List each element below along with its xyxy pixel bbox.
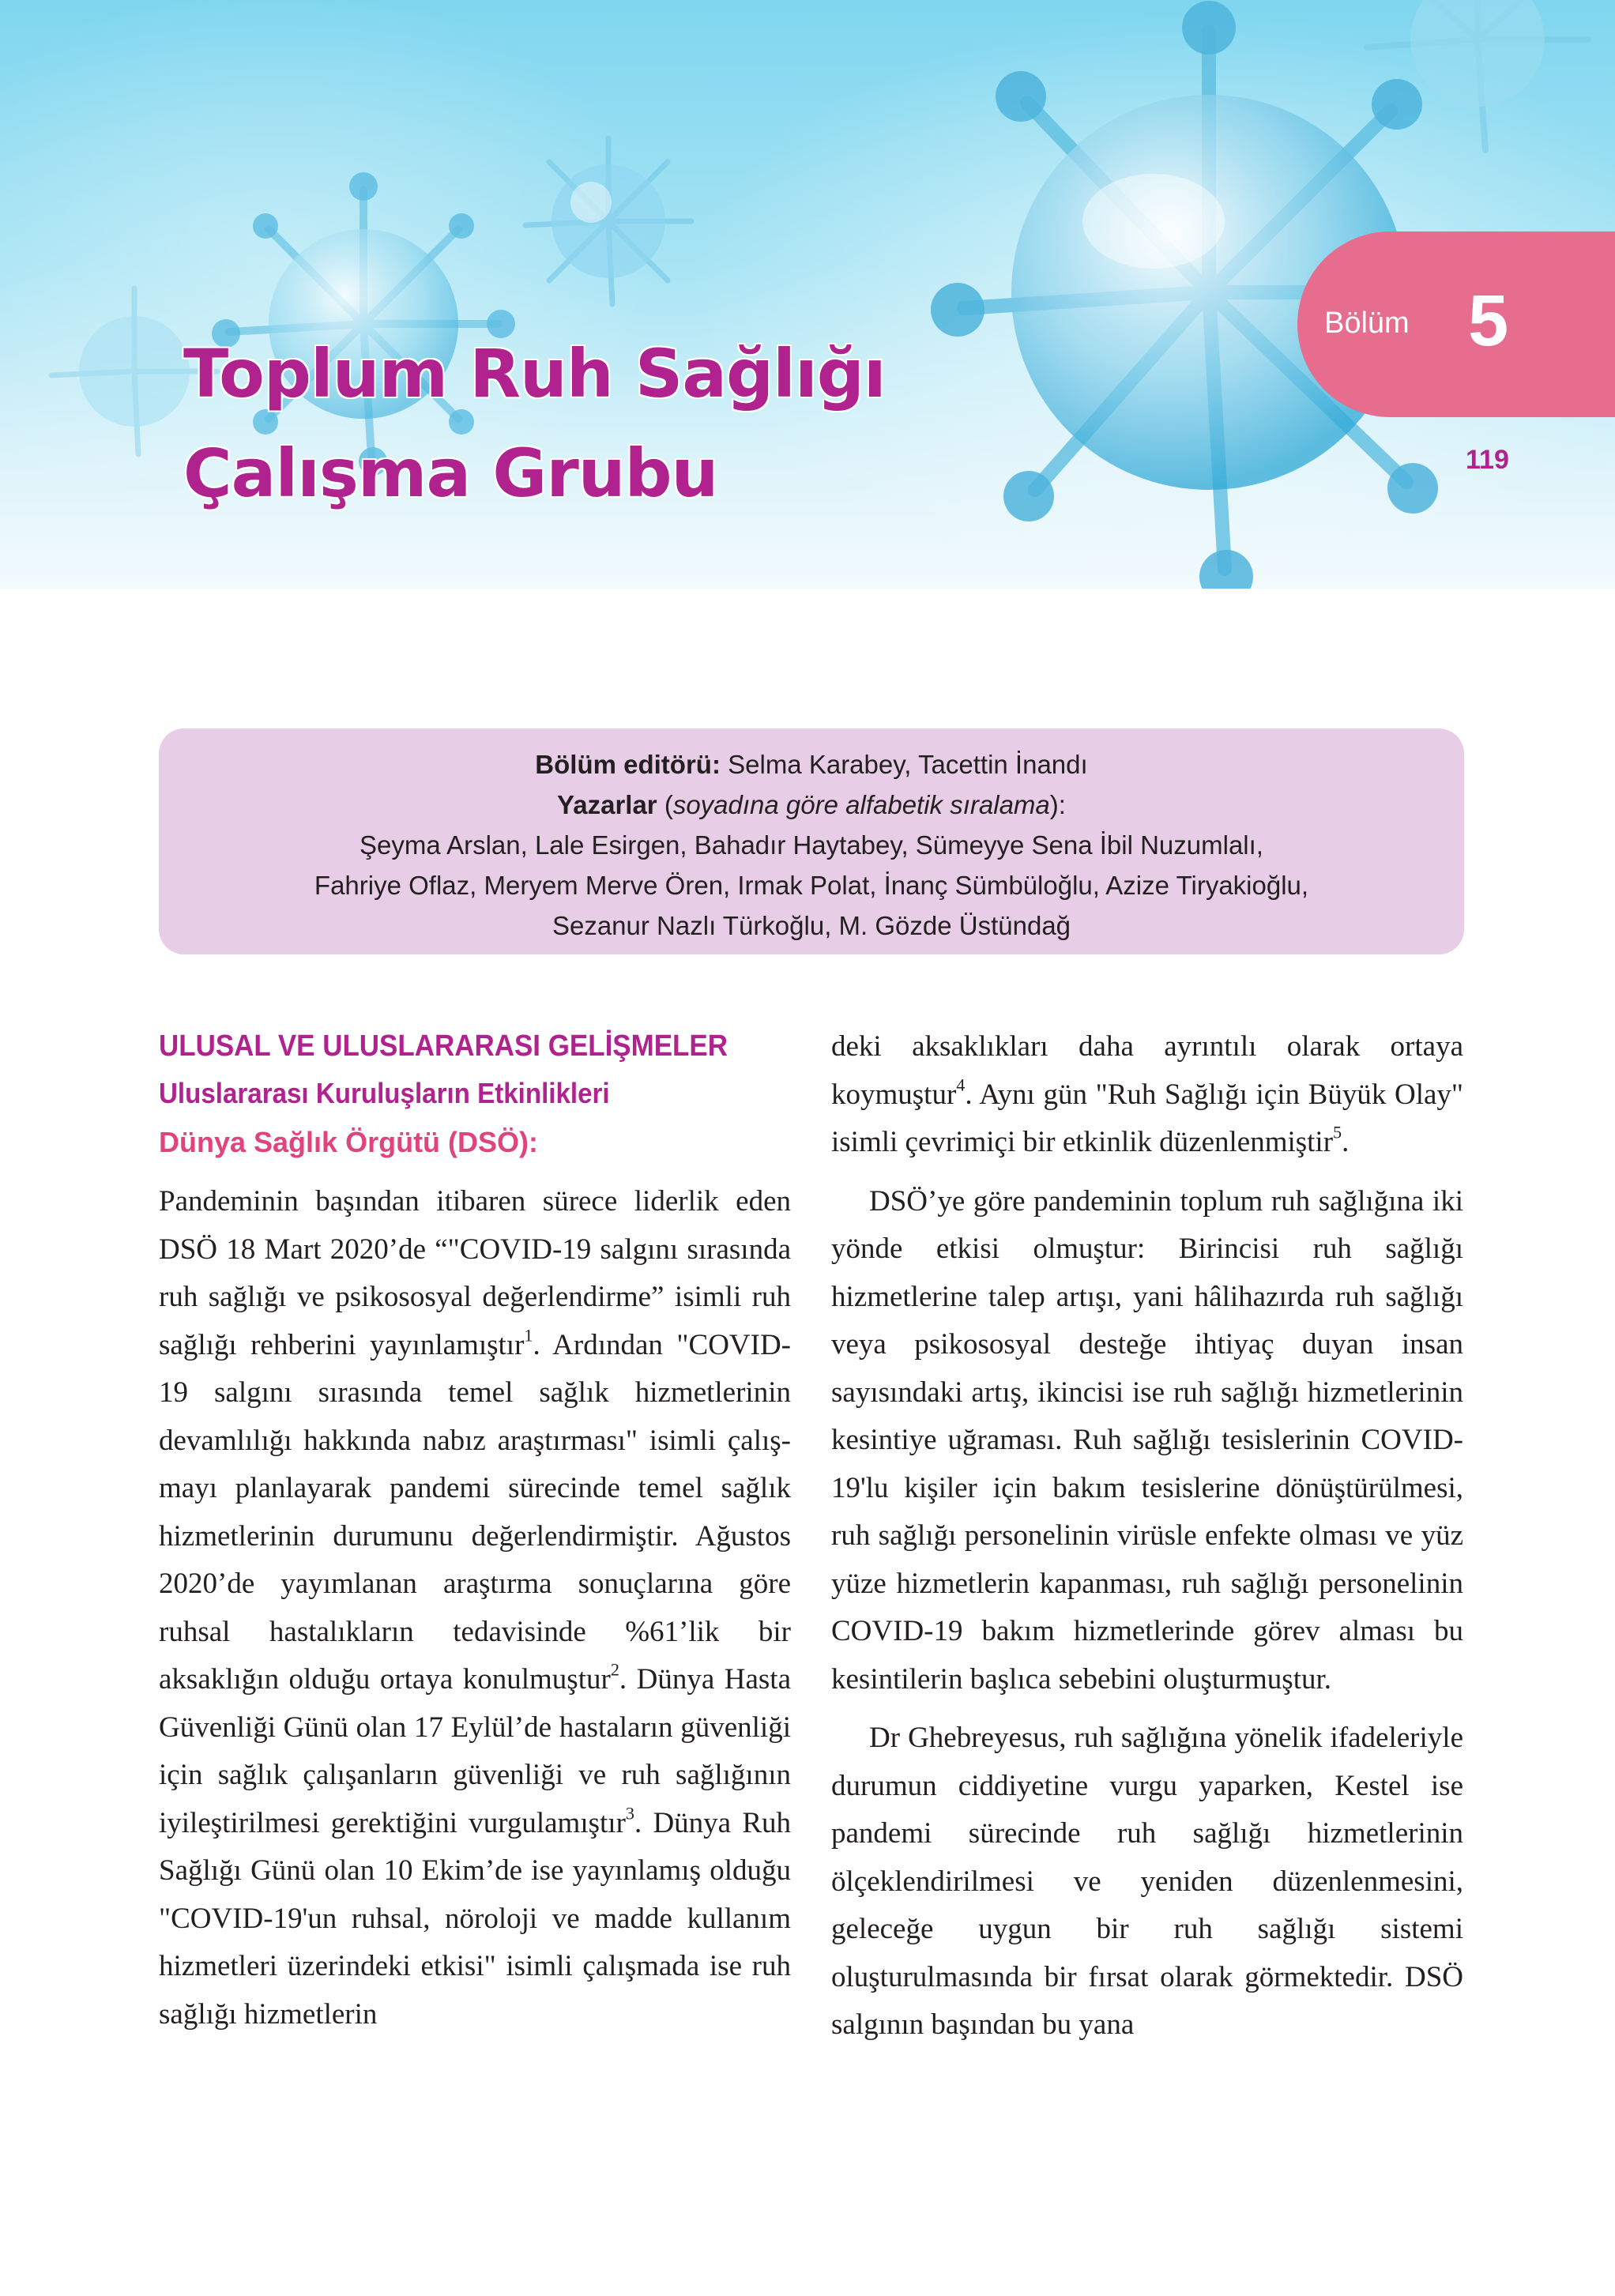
- virus-illustration-small: [506, 119, 711, 324]
- authors-note-open: (: [657, 790, 673, 819]
- editor-names: Selma Karabey, Tacettin İnandı: [720, 750, 1088, 779]
- body-paragraph-2: DSÖ’ye göre pandeminin toplum ruh sağlığına iki yönde etkisi olmuştur: Birincisi ruh sağlığı hizmetlerine talep artışı, yani hâlihazırda ruh sağlığı veya psikososyal desteğe ihtiyaç duyan insan sayısındaki artış, ikincisi ise ruh sağlığı hizmetlerinin kesintiye uğraması. Ruh sağlığı tesislerinin COVID-19'lu kişiler için bakım tesislerine dönüştürülmesi, ruh sağlığı personelinin virüsle enfekte olması ve yüz yüze hizmetlerin kapanması, ruh sağlığı personelinin COVID-19 bakım hizmetlerinde görev alması bu kesintilerin başlıca sebebini oluşturmuştur.: [831, 1184, 1463, 1696]
- footnote-ref: 1: [524, 1324, 533, 1345]
- body-paragraph-continued: [831, 1023, 1463, 1167]
- chapter-title-line2: Çalışma Grubu: [183, 435, 718, 512]
- page-number: 119: [1466, 445, 1509, 475]
- header-banner: [0, 0, 1615, 589]
- chapter-label: Bölüm: [1324, 307, 1410, 340]
- editor-label: Bölüm editörü:: [535, 750, 721, 779]
- footnote-ref: 4: [956, 1074, 966, 1094]
- sub-subsection-heading: Dünya Sağlık Örgütü (DSÖ):: [159, 1126, 539, 1158]
- authors-note-close: ):: [1049, 790, 1066, 819]
- authors-line-2: Fahriye Oflaz, Meryem Merve Ören, Irmak Polat, İnanç Sümbüloğlu, Azize Tiryakioğlu,: [314, 871, 1309, 900]
- virus-illustration-top-right: [1343, 0, 1612, 174]
- authors-note: soyadına göre alfabetik sıralama: [672, 790, 1050, 819]
- chapter-number: 5: [1468, 280, 1509, 361]
- text-run: . Dünya Ruh Sağlığı Günü olan 10 Ekim’de ise yayınlamış olduğu "COVID-19'un ruhsal, nöroloji ve madde kullanım hizmetleri üzerindeki etkisi" isimli çalışmada ise ruh sağlığı hizmetlerin: [159, 1806, 792, 2031]
- chapter-title-line1: Toplum Ruh Sağlığı: [183, 335, 886, 412]
- footnote-ref: 5: [1333, 1122, 1342, 1142]
- section-heading: ULUSAL VE ULUSLARARASI GELİŞMELER: [159, 1029, 728, 1063]
- text-run: . Dünya Hasta Güvenliği Günü olan 17 Eylül’de hastaların güvenliği için sağlık çalışanların güvenliği ve ruh sağlığının iyileştirilmesi gerektiğini vurgulamıştır: [159, 1663, 791, 1839]
- body-paragraph-1: [159, 1178, 791, 2038]
- right-column: [831, 1023, 1463, 2049]
- authors-heading-line: [159, 785, 1464, 825]
- editor-line: [159, 744, 1464, 785]
- editors-box: [159, 728, 1464, 954]
- text-run: . Ardından "COVID-19 salgını sırasında temel sağlık hizmetlerinin devamlılığı hakkında nabız araştırması" isimli çalışmayı planlayarak pandemi sürecinde temel sağlık hizmetlerinin durumunu değerlendirmiştir. Ağustos 2020’de yayımlanan araştırma sonuçlarına göre ruhsal hastalıkların tedavisinde %61’lik bir aksaklığın olduğu ortaya konulmuştur: [159, 1328, 791, 1696]
- authors-line-3: Sezanur Nazlı Türkoğlu, M. Gözde Üstündağ: [552, 911, 1071, 940]
- subsection-heading: Uluslararası Kuruluşların Etkinlikleri: [159, 1077, 610, 1109]
- authors-line-1: Şeyma Arslan, Lale Esirgen, Bahadır Haytabey, Sümeyye Sena İbil Nuzumlalı,: [360, 830, 1263, 860]
- left-column: [159, 1023, 791, 2038]
- text-run: Pandeminin başından itibaren sürece liderlik eden DSÖ 18 Mart 2020’de “"COVID-19 salgını sırasında ruh sağlığı ve psikososyal değerlendirme” isimli ruh sağlığı rehberini yayınlamıştır: [159, 1185, 791, 1361]
- body-paragraph-3: Dr Ghebreyesus, ruh sağlığına yönelik ifadeleriyle durumun ciddiyetine vurgu yaparken, Kestel ise pandemi sürecinde ruh sağlığı hizmetlerinin ölçeklendirilmesi ve yeniden düzenlenmesini, geleceğe uygun bir ruh sağlığı sistemi oluşturulmasında bir fırsat olarak görmektedir. DSÖ salgının başından bu yana: [831, 1722, 1463, 2041]
- chapter-title: [183, 324, 886, 523]
- footnote-ref: 2: [610, 1659, 619, 1680]
- footnote-ref: 3: [625, 1802, 634, 1823]
- text-run: deki aksaklıkları daha ayrıntılı olarak ortaya koymuştur: [831, 1030, 1463, 1111]
- text-run: . Aynı gün "Ruh Sağlığı için Büyük Olay" isimli çevrimiçi bir etkinlik düzenlenmiştir: [831, 1078, 1463, 1158]
- authors-label: Yazarlar: [557, 790, 657, 819]
- text-run: .: [1342, 1126, 1350, 1158]
